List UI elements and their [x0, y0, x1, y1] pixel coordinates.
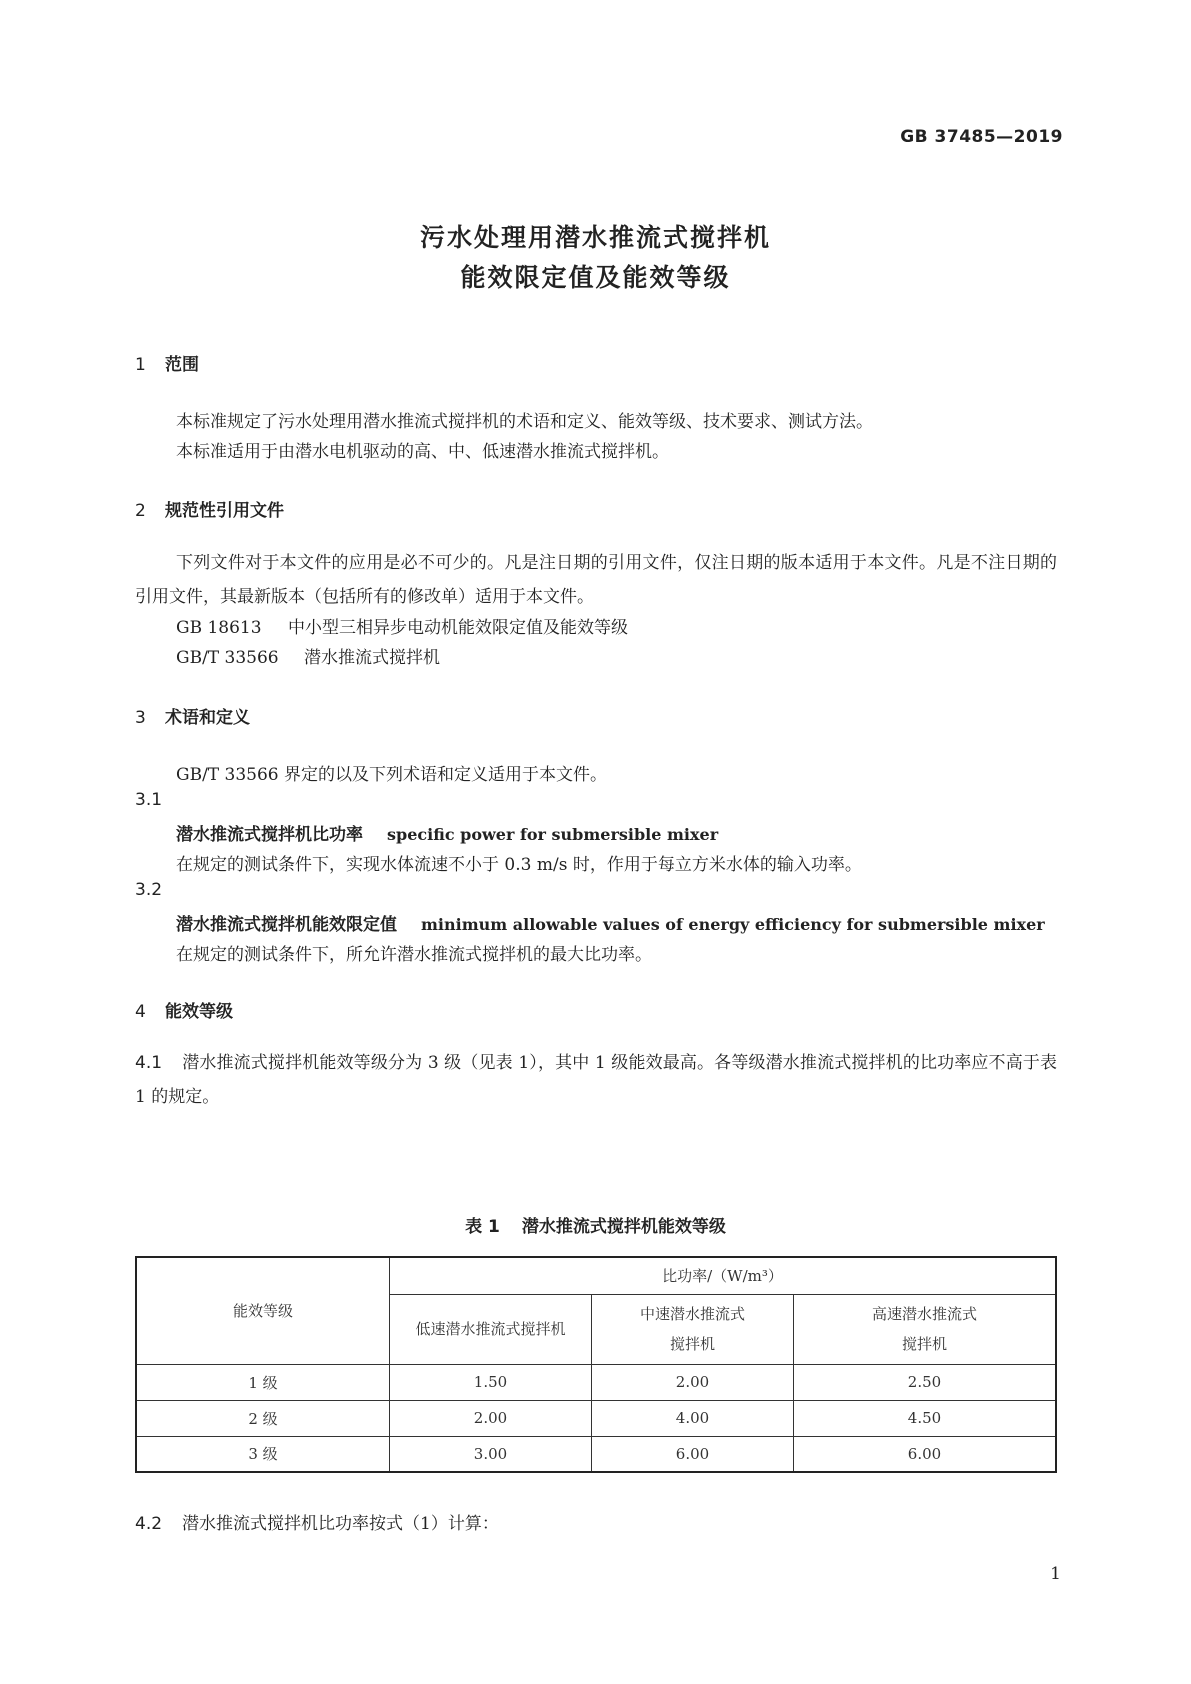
section-2-paragraph-1: 下列文件对于本文件的应用是必不可少的。凡是注日期的引用文件，仅注日期的版本适用于本文件。凡是不注日期的引用文件，其最新版本（包括所有的修改单）适用于本文件。	[135, 553, 1057, 607]
header-low-speed: 低速潜水推流式搅拌机	[390, 1294, 592, 1364]
term-definition: 在规定的测试条件下，所允许潜水推流式搅拌机的最大比功率。	[176, 945, 652, 965]
standard-code: GB 37485—2019	[900, 127, 1063, 147]
cell-low: 2.00	[390, 1400, 592, 1436]
header-mid-line1: 中速潜水推流式	[639, 1305, 745, 1323]
document-title-line1: 污水处理用潜水推流式搅拌机	[419, 223, 771, 252]
term-chinese: 潜水推流式搅拌机比功率	[176, 825, 363, 845]
reference-code: GB/T 33566	[176, 648, 279, 668]
energy-grade-table	[135, 1256, 1057, 1473]
header-specific-power: 比功率/（W/m³）	[390, 1257, 1057, 1294]
reference-item	[176, 613, 628, 638]
section-number: 4	[135, 1002, 146, 1022]
header-high-line1: 高速潜水推流式	[871, 1305, 977, 1323]
cell-mid: 4.00	[592, 1400, 794, 1436]
section-title: 范围	[165, 355, 199, 375]
cell-mid: 6.00	[592, 1436, 794, 1472]
header-grade: 能效等级	[136, 1257, 390, 1364]
term-english: specific power for submersible mixer	[387, 825, 719, 844]
cell-high: 6.00	[794, 1436, 1057, 1472]
section-2-heading	[135, 496, 284, 521]
document-title-line2: 能效限定值及能效等级	[460, 263, 731, 292]
cell-grade: 2 级	[136, 1400, 390, 1436]
reference-item	[176, 643, 440, 668]
section-number: 1	[135, 355, 146, 375]
cell-mid: 2.00	[592, 1364, 794, 1400]
cell-grade: 1 级	[136, 1364, 390, 1400]
section-1-paragraph-1: 本标准规定了污水处理用潜水推流式搅拌机的术语和定义、能效等级、技术要求、测试方法。	[176, 412, 873, 432]
table-caption	[0, 1212, 1191, 1237]
clause-number: 4.1	[135, 1053, 163, 1073]
cell-high: 4.50	[794, 1400, 1057, 1436]
cell-low: 1.50	[390, 1364, 592, 1400]
header-high-line2: 搅拌机	[901, 1335, 947, 1353]
cell-grade: 3 级	[136, 1436, 390, 1472]
term-chinese: 潜水推流式搅拌机能效限定值	[176, 915, 397, 935]
table-row	[136, 1364, 1056, 1400]
cell-high: 2.50	[794, 1364, 1057, 1400]
term-definition: 在规定的测试条件下，实现水体流速不小于 0.3 m/s 时，作用于每立方米水体的输入功率。	[176, 855, 862, 875]
clause-4-2	[135, 1507, 1057, 1541]
section-number: 3	[135, 708, 146, 728]
table-label: 表 1	[465, 1217, 500, 1237]
reference-code: GB 18613	[176, 618, 262, 638]
section-number: 2	[135, 501, 146, 521]
reference-title: 中小型三相异步电动机能效限定值及能效等级	[288, 618, 628, 638]
section-1-paragraph-2: 本标准适用于由潜水电机驱动的高、中、低速潜水推流式搅拌机。	[176, 442, 669, 462]
section-title: 规范性引用文件	[165, 501, 284, 521]
page-number: 1	[1050, 1564, 1061, 1584]
section-3-heading	[135, 703, 250, 728]
section-title: 术语和定义	[165, 708, 250, 728]
section-1-heading	[135, 350, 199, 375]
term-english: minimum allowable values of energy efficiency for submersible mixer	[421, 915, 1045, 934]
table-row	[136, 1400, 1056, 1436]
clause-text: 潜水推流式搅拌机比功率按式（1）计算：	[182, 1514, 499, 1534]
table-row	[136, 1436, 1056, 1472]
term-heading	[176, 820, 718, 845]
term-heading	[176, 910, 1045, 935]
header-mid-line2: 搅拌机	[669, 1335, 715, 1353]
term-number: 3.1	[135, 790, 163, 810]
term-number: 3.2	[135, 880, 163, 900]
clause-number: 4.2	[135, 1514, 163, 1534]
clause-4-1	[135, 1046, 1057, 1114]
cell-low: 3.00	[390, 1436, 592, 1472]
table-title: 潜水推流式搅拌机能效等级	[521, 1217, 726, 1237]
section-4-heading	[135, 997, 233, 1022]
header-mid-speed	[592, 1294, 794, 1364]
clause-text: 潜水推流式搅拌机能效等级分为 3 级（见表 1），其中 1 级能效最高。各等级潜水推流式搅拌机的比功率应不高于表 1 的规定。	[135, 1053, 1057, 1107]
header-high-speed	[794, 1294, 1057, 1364]
section-title: 能效等级	[165, 1002, 233, 1022]
section-3-paragraph-1: GB/T 33566 界定的以及下列术语和定义适用于本文件。	[176, 765, 608, 785]
reference-title: 潜水推流式搅拌机	[304, 648, 440, 668]
